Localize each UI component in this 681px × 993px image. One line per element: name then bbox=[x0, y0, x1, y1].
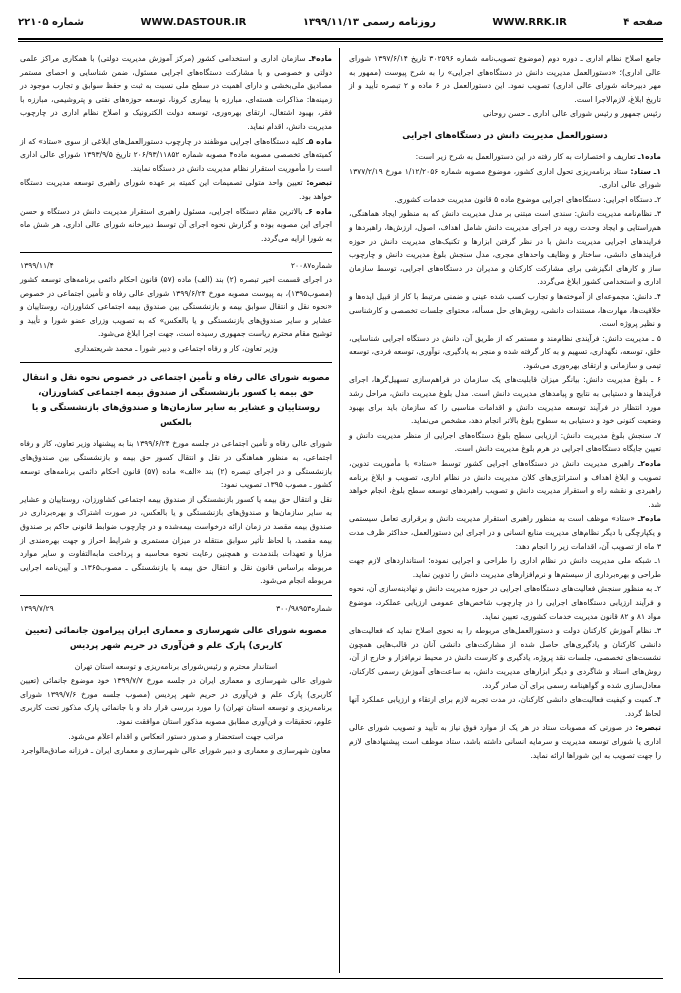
council-footer-1: مراتب جهت استحضار و صدور دستور انعکاس و اقدام اعلام می‌شود. bbox=[68, 731, 284, 741]
article-4 bbox=[20, 52, 332, 134]
site-url-right[interactable]: WWW.RRK.IR bbox=[492, 16, 567, 28]
item-7: ۷ـ سنجش بلوغ مدیریت دانش: ارزیابی سطح بلوغ دستگاه‌های اجرایی از منظر مدیریت دانش و تعیین جایگاه دستگاه‌های اجرایی در هرم بلوغ مدیریت دانش است. bbox=[349, 430, 661, 454]
council-body: شورای عالی شهرسازی و معماری ایران در جلسه مورخ ۱۳۹۹/۷/۷ خود موضوع جانمائی (تعیین کاربری) پارک علم و فن‌آوری در حریم شهر پردیس (مصوب جلسه مورخ ۱۳۹۹/۷/۶ شورای برنامه‌ریزی و توسعه استان تهران) را مورد بررسی قرار داد و با جانمائی پارک مذکور تحت کاربری علوم، تحقیقات و فن‌آوری مطابق مصوبه مذکور استان موافقت نمود. bbox=[20, 676, 332, 726]
council-addressee: استاندار محترم و رئیس‌شورای برنامه‌ریزی و توسعه استان تهران bbox=[74, 661, 278, 671]
column-divider bbox=[339, 48, 340, 973]
ref-2-date: ۱۳۹۹/۷/۲۹ bbox=[20, 604, 54, 613]
duty-4: ۴ـ کمیت و کیفیت فعالیت‌های دانشی کارکنان، در مدت تجربه لازم برای ارتقاء و ارزیابی عملکرد آنها لحاظ گردد. bbox=[349, 695, 661, 718]
ref-1-date: ۱۳۹۹/۱۱/۴ bbox=[20, 261, 54, 271]
reference-line-1 bbox=[20, 259, 332, 273]
article-4-text: سازمان اداری و استخدامی کشور (مرکز آموزش مدیریت دولتی) با همکاری مراکز علمی دولتی و خصوصی و با مشارکت دستگاه‌های اجرایی مسئول، ضمن شناسایی و احصای مستمر مصادیق ملی‌بخشی و دارای اهمیت در سطح ملی نسبت به ثبت و حفظ سوابق و تجارب موجود در زمینه‌ها: مذاکرات هسته‌ای، مبارزه با بیماری کرونا، توسعه حوزه‌های نفتی و پتروشیمی، مبارزه با فقر، بهبود اشتغال، ارتقای بهره‌وری، توسعه دولت الکترونیک و اصلاح نظام اداری در چارچوب مدیریت دانش، اقدام نماید. bbox=[20, 54, 332, 131]
article-1-text: تعاریف و اختصارات به کار رفته در این دستورالعمل به شرح زیر است: bbox=[415, 151, 636, 161]
right-column bbox=[349, 52, 661, 763]
article-4-heading: ماده۴ـ bbox=[308, 54, 332, 63]
council-title: مصوبه شورای عالی شهرسازی و معماری ایران پیرامون جانمائی (تعیین کاربری) پارک علم و فن‌آوری در حریم شهر پردیس bbox=[25, 625, 327, 651]
article-3 bbox=[349, 512, 661, 553]
left-column bbox=[20, 52, 332, 759]
note-right bbox=[349, 721, 661, 762]
article-5 bbox=[20, 135, 332, 176]
approval-title: مصوبه شورای عالی رفاه و تأمین اجتماعی در خصوص نحوه نقل و انتقال حق بیمه یا کسور بازنشستگی از صندوق بیمه اجتماعی کشاورزان، روستاییان و عشایر به سایر سازمان‌ها و صندوق‌های بازنشستگی و یا بالعکس bbox=[22, 373, 330, 429]
item-5: ۵ ـ مدیریت دانش: فرآیندی نظام‌مند و مستمر که از طریق آن، دانش در دستگاه اجرایی شناسایی، خلق، توسعه، نگهداری، تسهیم و به کار گرفته شده و منجر به یادگیری، نوآوری، توسعه فردی، توسعه تیمی و سازمانی و ارتقای بهره‌وری می‌شود. bbox=[349, 333, 661, 370]
item-4: ۴ـ دانش: مجموعه‌ای از آموخته‌ها و تجارب کسب شده عینی و ضمنی مرتبط با کار از قبیل ایده‌ها و خلاقیت‌ها، مهارت‌ها، مستندات دانشی، روش‌های حل مسأله، محتوای جلسات تخصصی و کارشناسی و نظیر پروژه است. bbox=[349, 291, 661, 329]
regulation-title: دستورالعمل مدیریت دانش در دستگاه‌های اجرایی bbox=[402, 130, 608, 141]
article-2 bbox=[349, 457, 661, 511]
section-separator-1 bbox=[20, 252, 332, 253]
item-6: ۶ ـ بلوغ مدیریت دانش: بیانگر میزان قابلیت‌های یک سازمان در فراهم‌سازی تسهیل‌گرها، اجرای فرآیندها و دستیابی به نتایج و پیامدهای مدیریت دانش است. مدل بلوغ مدیریت دانش، مراحل رشد مورد انتظار در فرآیند توسعه مدیریت دانش و اقدامات مناسبی را که سازمان باید برای بهبود وضعیت کنونی خود و دستیابی به سطوح بلوغ بالاتر انجام دهد، مشخص می‌نماید. bbox=[349, 375, 661, 426]
section-separator-2 bbox=[20, 362, 332, 363]
article-2-text: راهبری مدیریت دانش در دستگاه‌های اجرایی کشور توسط «ستاد» با مأموریت تدوین، تصویب و ابلاغ اهداف و استراتژی‌های کلان مدیریت دانش در نظام اداری، تصویب و ابلاغ برنامه راهبردی و نقشه راه و استقرار مدیریت دانش و تصویب راهبردهای توسعه سطح بلوغ، انجام خواهد شد. bbox=[349, 459, 661, 509]
item-2: ۲ـ دستگاه اجرایی: دستگاه‌های اجرایی موضوع ماده ۵ قانون مدیریت خدمات کشوری. bbox=[394, 194, 661, 204]
page-header bbox=[18, 8, 663, 36]
item-1 bbox=[349, 165, 661, 192]
note-left-heading: تبصره: bbox=[306, 178, 332, 188]
gazette-date: روزنامه رسمی ۱۳۹۹/۱۱/۱۳ bbox=[302, 16, 436, 28]
ref-2-number: شماره۳۰۰/۹۸۹۵۳ bbox=[276, 604, 332, 613]
intro-paragraph: جامع اصلاح نظام اداری ـ دوره دوم (موضوع تصویب‌نامه شماره ۳۰۲۵۹۶ تاریخ ۱۳۹۷/۶/۱۴ شورای عالی اداری)؛ «دستورالعمل مدیریت دانش در دستگاه‌های اجرایی» را به شرح پیوست (ممهور به مهر دبیرخانه شورای عالی اداری) تصویب نمود. این دستورالعمل در ۶ ماده و ۲ تبصره تأیید و از تاریخ ابلاغ، لازم‌الاجرا است. bbox=[349, 54, 662, 104]
approval-body-1: شورای عالی رفاه و تأمین اجتماعی در جلسه مورخ ۱۳۹۹/۶/۲۴ بنا به پیشنهاد وزیر تعاون، کار و رفاه اجتماعی، به منظور هماهنگی در نقل و انتقال کسور حق بیمه و بازنشستگی بین صندوق‌های بازنشستگی و در اجرای تبصره (۲) بند «الف» ماده (۵۷) قانون احکام دائمی برنامه‌های توسعه کشور ـ مصوب ۱۳۹۵ـ تصویب نمود: bbox=[20, 439, 333, 490]
article-5-heading: ماده ۵ـ bbox=[306, 136, 333, 146]
duty-2: ۲ـ به منظور سنجش فعالیت‌های دستگاه‌های اجرایی در حوزه مدیریت دانش و نهادینه‌سازی آن، نحوه و فرآیند ارزیابی دستگاه‌های اجرایی را در چارچوب شاخص‌های عمومی ارزیابی عملکرد، موضوع مواد ۸۱ و ۸۲ قانون مدیریت خدمات کشوری، تعیین نماید. bbox=[349, 584, 661, 621]
duty-1: ۱ـ شبکه ملی مدیریت دانش در نظام اداری را طراحی و اجرایی نموده؛ استانداردهای لازم جهت طراحی و بهره‌برداری از سیستم‌ها و نرم‌افزارهای مدیریت دانش را تدوین نماید. bbox=[349, 556, 661, 579]
issue-number: شماره ۲۲۱۰۵ bbox=[18, 16, 84, 28]
item-1-text: ستاد برنامه‌ریزی تحول اداری کشور، موضوع مصوبه شماره ۱/۱۲/۲۰۵۶ مورخ ۱۳۷۷/۲/۱۹ شورای عالی اداری. bbox=[349, 166, 661, 190]
ref-1-number: شماره۲۰۰۸۷ bbox=[290, 261, 332, 271]
header-rule bbox=[18, 38, 663, 40]
article-3-text: «ستاد» موظف است به منظور راهبری استقرار مدیریت دانش و برقراری تعامل سیستمی و یکپارچگی با دیگر نظام‌های مدیریت منابع انسانی و در اجرای این دستورالعمل، حداکثر ظرف مدت ۳ ماه از تصویب آن، اقدامات زیر را انجام دهد: bbox=[349, 514, 661, 551]
ref-1-body: در اجرای قسمت اخیر تبصره (۲) بند (الف) ماده (۵۷) قانون احکام دائمی برنامه‌های توسعه کشور (مصوب۱۳۹۵)، به پیوست مصوبه مورخ ۱۳۹۹/۶/۲۴ شورای عالی رفاه و تأمین اجتماعی در خصوص «نحوه نقل و انتقال سوابق بیمه و بازنشستگی بین صندوق بیمه اجتماعی کشاورزان، روستاییان و عشایر و سایر صندوق‌های بازنشستگی و یا بالعکس» که به تصویب وزرای عضو شورا و تأیید و توشیح مقام محترم ریاست جمهوری رسیده است، جهت اجرا ابلاغ می‌شود. bbox=[20, 274, 332, 339]
duty-3: ۳ـ نظام آموزش کارکنان دولت و دستورالعمل‌های مربوطه را به نحوی اصلاح نماید که فعالیت‌های دانشی کارکنان و یادگیری‌های حاصل شده از مشارکت‌های دانشی آنان در قالب‌هایی همچون نشست‌های تخصصی، جلسات نقد پروژه، یادگیری و کارست دانش در محیط نرم‌افزار و خارج از آن، روش‌های استاد و شاگردی و دیگر ابزارهای مدیریت دانش، به ساعت‌های آموزش رسمی کارکنان، معادل‌سازی شده و گواهینامه رسمی برای آن صادر گردد. bbox=[349, 626, 661, 690]
header-rule-thin bbox=[18, 41, 663, 42]
article-2-heading: ماده۲ـ bbox=[637, 459, 661, 469]
page-number: صفحه ۴ bbox=[623, 16, 663, 28]
signature-line: رئیس جمهور و رئیس شورای عالی اداری ـ حسن روحانی bbox=[482, 109, 661, 119]
item-1-heading: ۱ـ ستاد: bbox=[630, 166, 662, 176]
reference-line-2 bbox=[20, 602, 332, 616]
article-6-heading: ماده ۶ـ bbox=[305, 206, 333, 216]
article-6-text: بالاترین مقام دستگاه اجرایی، مسئول راهبری استقرار مدیریت دانش در دستگاه و حسن اجرای این مصوبه بوده و گزارش نحوه اجرای آن توسط دبیرخانه شورای عالی اداری، هر شش ماه به شورا ارایه می‌گردد. bbox=[20, 206, 332, 243]
note-left bbox=[20, 176, 332, 203]
article-1-heading: ماده۱ـ bbox=[637, 151, 661, 161]
ref-1-signature: وزیر تعاون، کار و رفاه اجتماعی و دبیر شورا ـ محمد شریعتمداری bbox=[74, 343, 278, 353]
section-separator-3 bbox=[20, 595, 332, 596]
council-footer-2: معاون شهرسازی و معماری و دبیر شورای عالی شهرسازی و معماری ایران ـ فرزانه صادق‌مالواجرد bbox=[21, 746, 331, 756]
article-1 bbox=[349, 150, 661, 164]
footer-rule bbox=[18, 978, 663, 979]
note-right-text: در صورتی که مصوبات ستاد در هر یک از موارد فوق نیاز به تأیید و تصویب شورای عالی اداری یا شورای توسعه مدیریت و سرمایه انسانی داشته باشد، ستاد موظف است پیشنهادهای لازم را جهت تصویب به این شوراها ارائه نماید. bbox=[349, 723, 661, 760]
article-5-text: کلیه دستگاه‌های اجرایی موظفند در چارچوب دستورالعمل‌های ابلاغی از سوی «ستاد» که از کمیته‌های تخصصی مصوبه ماده۴ مصوبه شماره ۲۰۶/۹۳/۱۱۸۵۲ تاریخ ۱۳۹۳/۹/۵ شورای عالی اداری است را مأموریت استقرار نظام مدیریت دانش در دستگاه نمایند. bbox=[20, 136, 333, 173]
site-url-left[interactable]: WWW.DASTOUR.IR bbox=[140, 16, 247, 28]
item-3: ۳ـ نظام‌نامه مدیریت دانش: سندی است مبتنی بر مدل مدیریت دانش که به منظور ایجاد هماهنگی، هم‌راستایی و ایجاد وحدت رویه در اجرای مدیریت دانش شامل اهداف، اصول، ارزش‌ها، راهبردها و فرایندهای اجرایی مدیریت دانش با در نظر گرفتن ابزارها و تکنیک‌های مدیریت دانش در حوزه فرایندهای دانشی، ساختار و وظایف واحدهای مجری، مدل سنجش بلوغ مدیریت دانش و چارچوب ساز و کارهای انگیزشی برای مشارکت کارکنان و مدیران در دستگاه‌های اجرایی، توسط سازمان اداری و استخدامی کشور ابلاغ می‌گردد. bbox=[349, 209, 661, 287]
note-left-text: تعیین واحد متولی تصمیمات این کمیته بر عهده شورای راهبری توسعه مدیریت دستگاه خواهد بود. bbox=[20, 178, 332, 201]
article-6 bbox=[20, 205, 332, 246]
note-right-heading: تبصره: bbox=[635, 723, 661, 733]
approval-body-2: نقل و انتقال حق بیمه یا کسور بازنشستگی از صندوق بیمه اجتماعی کشاورزان، روستاییان و عشایر به سایر سازمان‌ها و صندوق‌های بازنشستگی و یا بالعکس، در صورت اشتراک و بهره‌برداری در صندوق بیمه مقصد در زمان ارائه درخواست بیمه‌شده و در چارچوب ضوابط قانونی حاکم بر صندوق بیمه مقصد، با لحاظ تأثیر سوابق منتقله در میزان مستمری و شرایط احراز و جهت بهره‌مندی از مزایا و تعهدات بلندمدت و همچنین رعایت نحوه محاسبه و پرداخت مابه‌التفاوت و سایر موارد مربوطه براساس قانون نقل و انتقال حق بیمه یا بازنشستگی ـ مصوب۱۳۶۵ـ و آیین‌نامه اجرایی مربوطه انجام می‌شود. bbox=[20, 494, 333, 586]
article-3-heading: ماده۳ـ bbox=[637, 514, 661, 524]
